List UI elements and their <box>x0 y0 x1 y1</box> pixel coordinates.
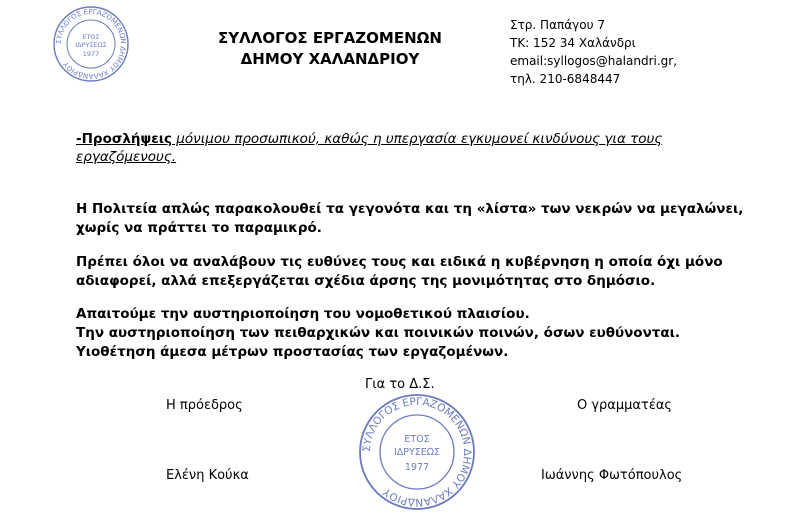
svg-text:1977: 1977 <box>404 462 430 473</box>
svg-text:1977: 1977 <box>82 50 100 58</box>
seal-graphic <box>52 5 130 83</box>
paragraph-state <box>76 200 766 238</box>
hiring-rest: μόνιμου προσωπικού, καθώς η υπεργασία εγκυμονεί κινδύνους για τους εργαζόμενους. <box>76 131 663 165</box>
stamp-bottom-center <box>357 392 477 512</box>
paragraph-responsibility <box>76 253 766 291</box>
org-title-line1: ΣΥΛΛΟΓΟΣ ΕΡΓΑΖΟΜΕΝΩΝ <box>218 29 442 47</box>
paragraph-demands <box>76 305 766 362</box>
paragraph-demands-line1: Απαιτούμε την αυστηριοποίηση του νομοθετικού πλαισίου. <box>76 306 530 322</box>
phone-line: τηλ. 210-6848447 <box>510 72 621 86</box>
for-board-label: Για το Δ.Σ. <box>365 377 435 392</box>
secretary-title: Ο γραμματέας <box>577 398 673 413</box>
svg-text:ΕΤΟΣ: ΕΤΟΣ <box>404 434 430 445</box>
svg-text:ΙΔΡΥΣΕΩΣ: ΙΔΡΥΣΕΩΣ <box>75 41 107 49</box>
svg-text:ΣΥΛΛΟΓΟΣ ΕΡΓΑΖΟΜΕΝΩΝ ΔΗΜΟΥ ΧΑΛ: ΣΥΛΛΟΓΟΣ ΕΡΓΑΖΟΜΕΝΩΝ ΔΗΜΟΥ ΧΑΛΑΝΔΡΙΟΥ <box>54 7 128 81</box>
svg-text:ΙΔΡΥΣΕΩΣ: ΙΔΡΥΣΕΩΣ <box>393 447 441 458</box>
email-line: email:syllogos@halandri.gr, <box>510 54 678 68</box>
address-line: Στρ. Παπάγου 7 <box>510 18 605 32</box>
secretary-name: Ιωάννης Φωτόπουλος <box>541 468 683 483</box>
org-title-line2: ΔΗΜΟΥ ΧΑΛΑΝΔΡΙΟΥ <box>240 50 420 68</box>
paragraph-state-line2: χωρίς να πράττει το παραμικρό. <box>76 220 322 236</box>
paragraph-demands-line3: Υιοθέτηση άμεσα μέτρων προστασίας των εργαζομένων. <box>76 344 509 360</box>
paragraph-demands-line2: Την αυστηριοποίηση των πειθαρχικών και ποινικών ποινών, όσων ευθύνονται. <box>76 325 681 341</box>
president-title: Η πρόεδρος <box>166 398 243 413</box>
paragraph-state-line1: Η Πολιτεία απλώς παρακολουθεί τα γεγονότα και τη «λίστα» των νεκρών να μεγαλώνει, <box>76 201 744 217</box>
contact-block <box>510 16 677 88</box>
postal-line: ΤΚ: 152 34 Χαλάνδρι <box>510 36 636 50</box>
stamp-top-left <box>52 5 130 83</box>
hiring-lead: -Προσλήψεις <box>76 131 173 147</box>
organization-title <box>190 28 470 70</box>
president-name: Ελένη Κούκα <box>166 468 249 483</box>
paragraph-responsibility-line1: Πρέπει όλοι να αναλάβουν τις ευθύνες τους και ειδικά η κυβέρνηση η οποία όχι μόνο <box>76 254 723 270</box>
paragraph-responsibility-line2: αδιαφορεί, αλλά επεξεργάζεται σχέδια άρσης της μονιμότητας στο δημόσιο. <box>76 273 656 289</box>
seal-graphic-large <box>357 392 477 512</box>
svg-text:ΣΥΛΛΟΓΟΣ ΕΡΓΑΖΟΜΕΝΩΝ ΔΗΜΟΥ ΧΑΛ: ΣΥΛΛΟΓΟΣ ΕΡΓΑΖΟΜΕΝΩΝ ΔΗΜΟΥ ΧΑΛΑΝΔΡΙΟΥ <box>360 395 474 509</box>
svg-text:ΕΤΟΣ: ΕΤΟΣ <box>82 33 100 41</box>
paragraph-hiring <box>76 130 676 166</box>
